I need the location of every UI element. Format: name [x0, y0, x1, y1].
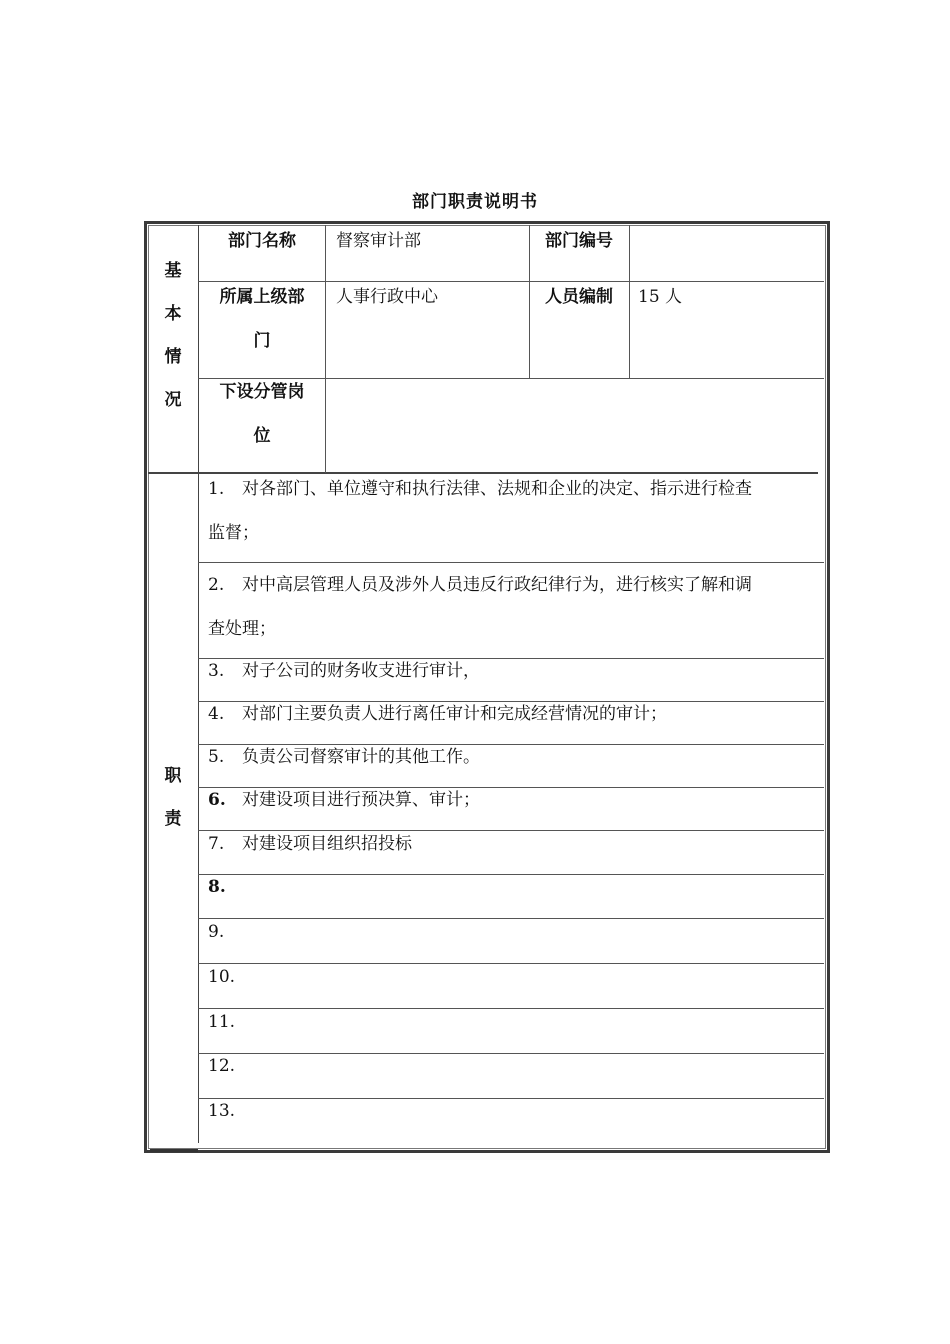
parent-dept-label-line: 门	[253, 331, 271, 351]
duty-item	[208, 778, 820, 822]
sub-posts-label-line: 位	[253, 426, 271, 446]
duty-number: 6.	[208, 790, 226, 810]
basic-section-char: 本	[164, 304, 182, 324]
dept-name-label: 部门名称	[228, 231, 296, 251]
duty-number: 7.	[208, 834, 225, 854]
duty-item	[208, 822, 820, 866]
duty-number: 9.	[208, 922, 225, 942]
basic-section-char: 情	[164, 347, 182, 367]
duty-item	[208, 649, 820, 693]
duty-text: 对中高层管理人员及涉外人员违反行政纪律行为，进行核实了解和调	[242, 575, 752, 595]
col-divider	[629, 225, 630, 379]
duty-number: 1.	[208, 479, 225, 499]
basic-section-char: 基	[164, 261, 182, 281]
duty-number: 4.	[208, 704, 225, 724]
duty-item	[208, 1089, 820, 1133]
duty-item	[208, 865, 820, 909]
parent-dept-label	[200, 275, 324, 363]
sub-posts-label	[200, 370, 324, 458]
duty-text: 对建设项目进行预决算、审计；	[242, 790, 480, 810]
duty-text: 对子公司的财务收支进行审计，	[242, 661, 480, 681]
duty-number: 10.	[208, 967, 236, 987]
duty-item	[208, 910, 820, 954]
col-divider	[325, 225, 326, 473]
duty-text: 对各部门、单位遵守和执行法律、法规和企业的决定、指示进行检查	[242, 479, 752, 499]
dept-name-value: 督察审计部	[336, 231, 421, 251]
duty-text: 负责公司督察审计的其他工作。	[242, 747, 480, 767]
duties-section-char: 责	[164, 809, 182, 829]
duties-section-char: 职	[164, 766, 182, 786]
dept-code-label: 部门编号	[545, 231, 613, 251]
duty-number: 13.	[208, 1101, 236, 1121]
duty-item	[208, 563, 820, 651]
duty-item	[208, 955, 820, 999]
duty-number: 12.	[208, 1056, 236, 1076]
duty-number: 11.	[208, 1012, 236, 1032]
duty-item	[208, 1044, 820, 1088]
duty-number: 5.	[208, 747, 225, 767]
duty-number: 8.	[208, 877, 226, 897]
headcount-value: 15 人	[638, 287, 683, 307]
basic-section-label	[158, 250, 188, 422]
duty-number: 3.	[208, 661, 225, 681]
duty-text: 对建设项目组织招投标	[242, 834, 412, 854]
duty-text-continued: 查处理；	[208, 619, 276, 639]
duty-item	[208, 735, 820, 779]
duty-item	[208, 692, 820, 736]
basic-section-char: 况	[164, 390, 182, 410]
parent-dept-label-line: 所属上级部	[219, 287, 305, 307]
section-column-divider	[198, 225, 199, 1143]
duty-text-continued: 监督；	[208, 523, 259, 543]
duty-item	[208, 467, 820, 555]
parent-dept-value: 人事行政中心	[336, 287, 438, 307]
sub-posts-label-line: 下设分管岗	[219, 382, 305, 402]
headcount-label: 人员编制	[545, 287, 613, 307]
duty-item	[208, 1000, 820, 1044]
bottom-left-mark	[150, 1149, 198, 1152]
duty-number: 2.	[208, 575, 225, 595]
duties-section-label	[158, 755, 188, 841]
page-title: 部门职责说明书	[412, 192, 538, 212]
duty-text: 对部门主要负责人进行离任审计和完成经营情况的审计；	[242, 704, 667, 724]
